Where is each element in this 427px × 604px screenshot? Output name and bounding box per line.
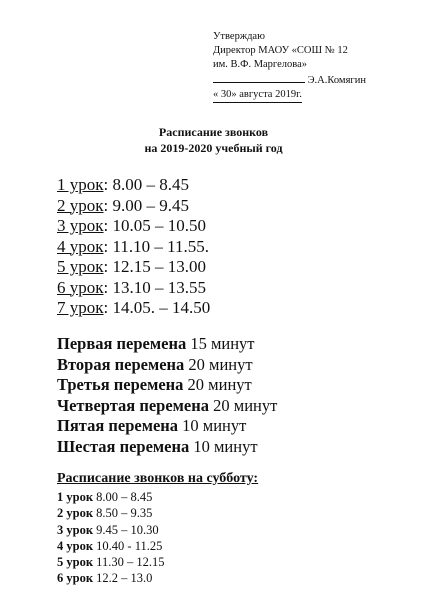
break-row (57, 396, 277, 417)
saturday-lesson-time: 12.2 – 13.0 (93, 571, 153, 586)
saturday-lesson-label: 5 урок (57, 555, 94, 570)
lesson-time: : 14.05. – 14.50 (103, 298, 211, 317)
lesson-row (57, 237, 210, 258)
break-name: Пятая перемена (57, 416, 179, 435)
break-duration: 20 минут (184, 354, 253, 374)
lesson-row (57, 257, 210, 278)
saturday-lesson-label: 2 урок (57, 506, 94, 521)
saturday-lesson-label: 3 урок (57, 522, 94, 537)
break-row (57, 437, 277, 458)
break-name: Шестая перемена (57, 436, 190, 456)
break-name: Третья перемена (57, 375, 184, 394)
saturday-schedule (57, 489, 164, 587)
saturday-lesson-row (57, 522, 164, 538)
signature-blank (213, 72, 305, 83)
break-name: Первая перемена (57, 334, 187, 353)
lesson-time: : 12.15 – 13.00 (103, 257, 206, 276)
lesson-label: 4 урок (57, 236, 104, 256)
approval-signature-line (213, 72, 366, 88)
saturday-lesson-row (57, 489, 164, 505)
approval-position: Директор МАОУ «СОШ № 12 (213, 45, 348, 56)
saturday-lesson-row (57, 570, 164, 586)
lesson-time: : 8.00 – 8.45 (103, 175, 189, 194)
lesson-label: 2 урок (57, 195, 104, 215)
break-duration: 10 минут (189, 436, 258, 456)
break-schedule (57, 334, 277, 457)
lesson-schedule (57, 175, 210, 319)
lesson-label: 1 урок (57, 175, 104, 194)
lesson-row (57, 216, 210, 237)
lesson-label: 5 урок (57, 257, 104, 276)
approval-date-line (213, 88, 366, 103)
lesson-row (57, 175, 210, 196)
approval-date: « 30» августа 2019г. (213, 88, 302, 103)
lesson-label: 6 урок (57, 277, 104, 297)
lesson-label: 3 урок (57, 216, 104, 235)
break-duration: 20 минут (183, 375, 252, 394)
lesson-time: : 9.00 – 9.45 (103, 195, 189, 215)
title-line-2: на 2019-2020 учебный год (144, 141, 283, 155)
approval-school: им. В.Ф. Маргелова» (213, 59, 307, 70)
document-title (0, 124, 427, 156)
lesson-time: : 11.10 – 11.55. (103, 236, 209, 256)
saturday-lesson-label: 6 урок (57, 571, 94, 586)
lesson-row (57, 278, 210, 299)
approval-heading: Утверждаю (213, 31, 265, 42)
saturday-lesson-label: 4 урок (57, 538, 94, 553)
break-name: Четвертая перемена (57, 395, 209, 415)
saturday-lesson-time: 10.40 - 11.25 (93, 538, 163, 553)
saturday-title: Расписание звонков на субботу: (57, 471, 259, 486)
saturday-lesson-row (57, 505, 164, 521)
break-name: Вторая перемена (57, 354, 185, 374)
saturday-lesson-row (57, 554, 164, 570)
saturday-lesson-time: 8.00 – 8.45 (93, 490, 153, 504)
lesson-row (57, 298, 210, 319)
break-row (57, 334, 277, 355)
approval-signature-name: Э.А.Комягин (307, 75, 366, 86)
saturday-lesson-time: 11.30 – 12.15 (93, 555, 165, 570)
title-line-1: Расписание звонков (158, 125, 269, 139)
lesson-time: : 13.10 – 13.55 (103, 277, 206, 297)
break-row (57, 355, 277, 376)
lesson-label: 7 урок (57, 298, 104, 317)
saturday-lesson-row (57, 538, 164, 554)
saturday-lesson-label: 1 урок (57, 490, 94, 504)
break-duration: 10 минут (178, 416, 247, 435)
saturday-lesson-time: 9.45 – 10.30 (93, 522, 159, 537)
saturday-lesson-time: 8.50 – 9.35 (93, 506, 153, 521)
lesson-time: : 10.05 – 10.50 (103, 216, 206, 235)
break-duration: 15 минут (186, 334, 255, 353)
break-row (57, 375, 277, 396)
break-row (57, 416, 277, 437)
lesson-row (57, 196, 210, 217)
approval-block (213, 30, 366, 103)
break-duration: 20 минут (209, 395, 278, 415)
